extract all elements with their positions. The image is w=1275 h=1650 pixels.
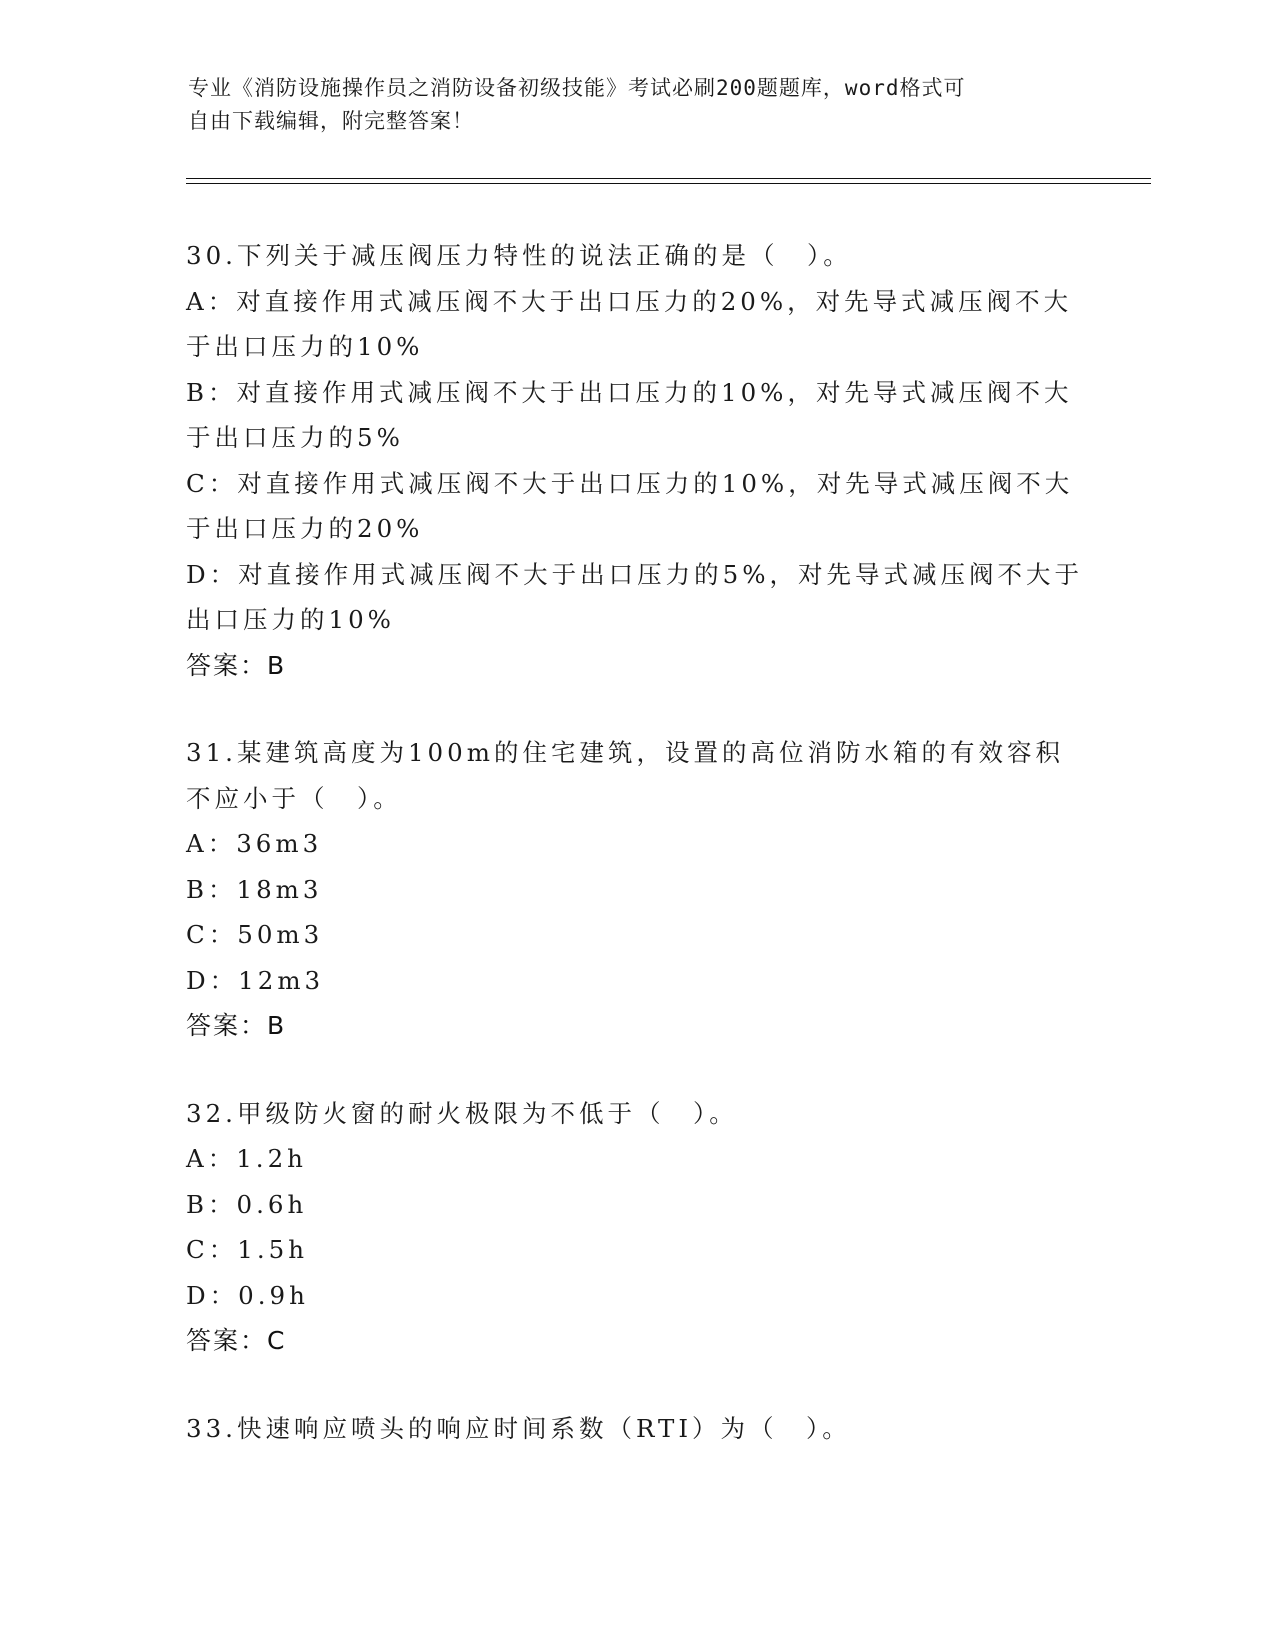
answer-label: 答案：C	[186, 1326, 287, 1355]
option-b: B：对直接作用式减压阀不大于出口压力的10%，对先导式减压阀不大	[186, 377, 1073, 407]
question-stem: 32.甲级防火窗的耐火极限为不低于（ ）。	[186, 1098, 738, 1128]
question-stem: 33.快速响应喷头的响应时间系数（RTI）为（ ）。	[186, 1413, 851, 1443]
option-c-continued: 于出口压力的20%	[186, 514, 424, 543]
header-line-1: 专业《消防设施操作员之消防设备初级技能》考试必刷200题题库，word格式可	[188, 76, 966, 100]
document-header	[188, 72, 1068, 138]
answer-label: 答案：B	[186, 650, 287, 680]
question-list	[186, 233, 1086, 1493]
option-b: B：0.6h	[186, 1189, 308, 1219]
option-a-continued: 于出口压力的10%	[186, 332, 424, 361]
option-d-continued: 出口压力的10%	[186, 605, 395, 634]
option-a: A：36m3	[186, 829, 323, 858]
option-b: B：18m3	[186, 874, 323, 904]
header-divider-bottom	[186, 183, 1151, 184]
question-32	[186, 1091, 1086, 1364]
question-stem: 31.某建筑高度为100m的住宅建筑，设置的高位消防水箱的有效容积	[186, 738, 1064, 767]
option-c: C：对直接作用式减压阀不大于出口压力的10%，对先导式减压阀不大	[186, 468, 1074, 498]
header-divider-top	[186, 178, 1151, 179]
option-b-continued: 于出口压力的5%	[186, 423, 404, 452]
question-stem-continued: 不应小于（ ）。	[186, 783, 402, 813]
question-30	[186, 233, 1086, 688]
option-d: D：0.9h	[186, 1280, 309, 1310]
option-d: D：对直接作用式减压阀不大于出口压力的5%，对先导式减压阀不大于	[186, 559, 1084, 589]
option-a: A：对直接作用式减压阀不大于出口压力的20%，对先导式减压阀不大	[186, 286, 1073, 316]
option-c: C：1.5h	[186, 1235, 308, 1264]
answer-label: 答案：B	[186, 1011, 287, 1040]
header-line-2: 自由下载编辑，附完整答案！	[188, 109, 474, 133]
option-d: D：12m3	[186, 965, 325, 995]
question-stem: 30.下列关于减压阀压力特性的说法正确的是（ ）。	[186, 241, 852, 270]
question-33	[186, 1406, 1086, 1452]
option-c: C：50m3	[186, 920, 324, 949]
option-a: A：1.2h	[186, 1144, 307, 1173]
question-31	[186, 730, 1086, 1049]
